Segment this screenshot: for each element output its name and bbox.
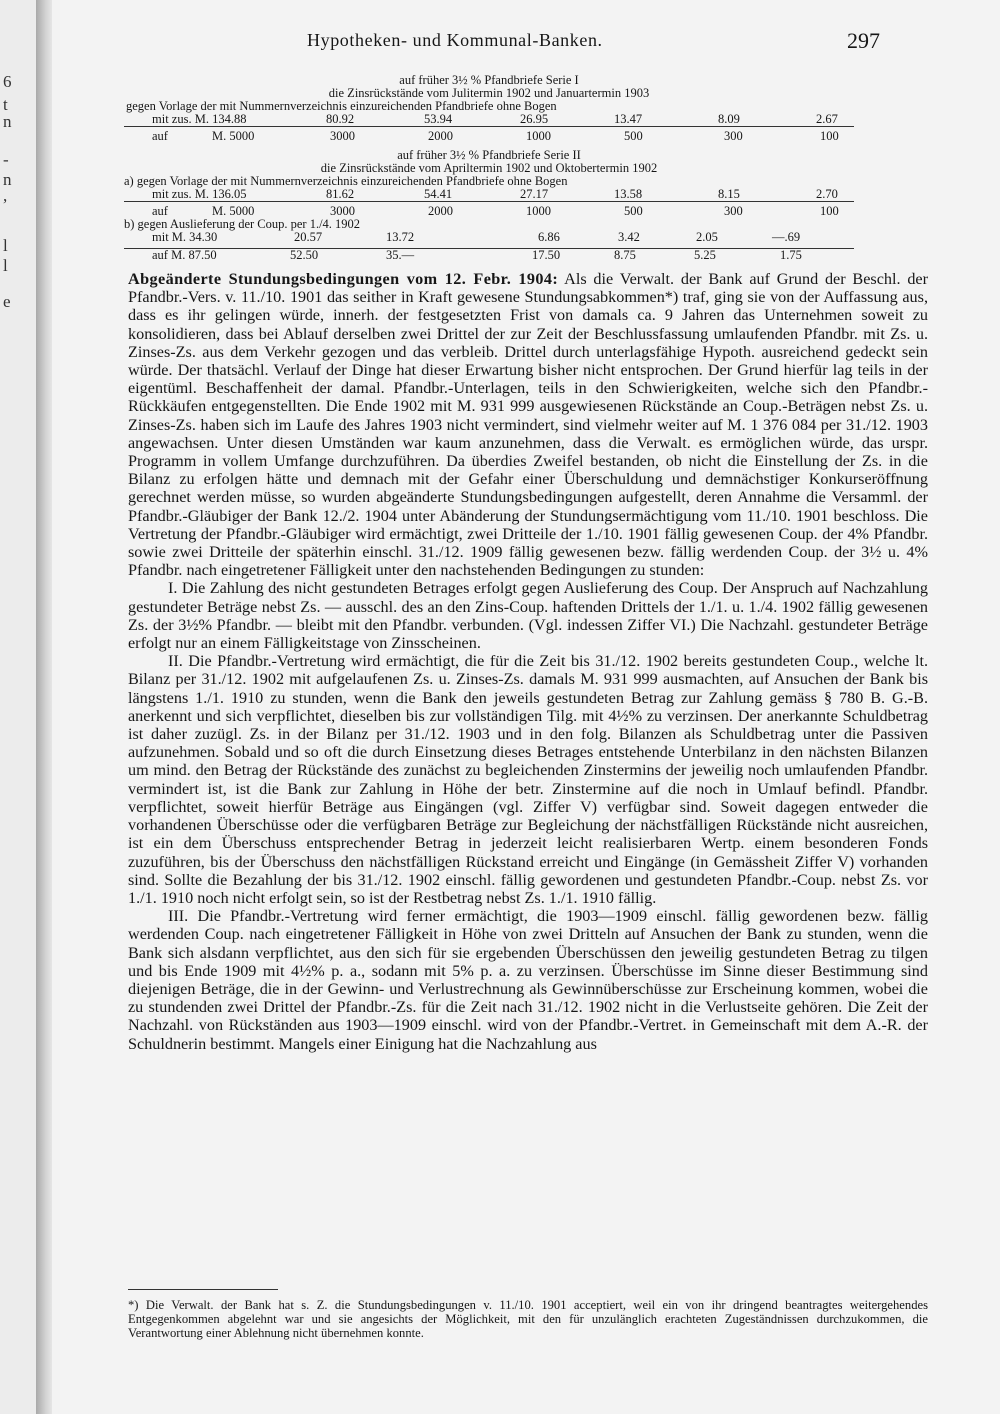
table-cell: 17.50 xyxy=(532,248,561,262)
table-cell: 500 xyxy=(624,204,643,218)
table-cell: 2.67 xyxy=(816,112,838,126)
table-cell: 20.57 xyxy=(294,230,323,244)
table-cell: auf xyxy=(152,129,168,143)
table-cell: 52.50 xyxy=(290,248,319,262)
table-cell: mit zus. M. 136.05 xyxy=(152,187,247,201)
footnote: *) Die Verwalt. der Bank hat s. Z. die Stundungsbedingungen v. 11./10. 1901 acceptiert, weil ein von ihr dringend beantragtes weitergehendes Entgegenkommen abgelehnt war und sie angesichts der Möglichkeit, mit den für unzulänglich erachteten Zugeständnissen durchzukommen, die Verantwortung einer Ablehnung nicht übernehmen konnte. xyxy=(128,1298,928,1340)
table-cell: 3000 xyxy=(330,129,355,143)
paragraph: I. Die Zahlung des nicht gestundeten Betrages erfolgt gegen Auslieferung des Coup. Der Anspruch auf Nachzahlung gestundeter Beträge nebst Zs. — ausschl. des an den Zins-Coup. haftenden Drittels der 1./1. u. 1./4. 1902 fällig gewesenen Zs. der 3½% Pfandbr. — bleibt mit den Pfandbr. verbunden. (Vgl. indessen Ziffer VI.) Die Nachzahl. gestundeter Beträge erfolgt nur an einem Fälligkeitstage von Zinsscheinen. xyxy=(128,579,928,653)
table-caption: auf früher 3½ % Pfandbriefe Serie I xyxy=(399,73,579,87)
table-cell: 5.25 xyxy=(694,248,716,262)
table-cell: 2.05 xyxy=(696,230,718,244)
paragraph-text: Als die Verwalt. der Bank auf Grund der Beschl. der Pfandbr.-Vers. v. 11./10. 1901 das seither in Kraft gewesene Stundungsabkommen*) traf, ging sie von der Auffassung aus, dass es ihr gelingen würde, innerh. der festgesetzten Frist von damals ca. 9 Jahren das Unternehmen soweit zu konsolidieren, dass bei Ablauf derselben zwei Drittel der zur Zeit der Beschlussfassung umlaufenden Pfandbr. mit Zs. u. Zinses-Zs. aus dem Verkehr gezogen und das verbleib. Drittel durch unterlagsfähige Hypoth. ausreichend gedeckt sein würde. Der thatsächl. Verlauf der Dinge hat dieser Erwartung bisher nicht entsprochen. Der Grund hierfür lag teils in der eigentüml. Beschaffenheit der damal. Pfandbr.-Unterlagen, teils in den Schwierigkeiten, welche sich den Pfandbr.-Rückkäufen entgegenstellten. Die Ende 1902 mit M. 931 999 ausgewiesenen Rückstände an Coup.-Beträgen nebst Zs. u. Zinses-Zs. haben sich im Laufe des Jahres 1903 nicht vermindert, sind vielmehr weiter auf M. 1 376 084 per 31./12. 1903 angewachsen. Unter diesen Umständen war kaum anzunehmen, dass die Verwalt. es ermöglichen würde, das urspr. Programm in vollem Umfange durchzuführen. Da überdies Zweifel bestanden, ob nicht die Einstellung der Zs. in die Bilanz zu erfolgen hätte und demnach mit der Gefahr einer Überschuldung und demnächstiger Konkurseröffnung gerechnet werden müsse, so wurden abgeänderte Stundungsbedingungen aufgestellt, deren Annahme die Versamml. der Pfandbr.-Gläubiger der Bank 12./2. 1904 unter Abänderung der Stundungsermächtigung vom 11./10. 1901 beschloss. Die Vertretung der Pfandbr.-Gläubiger wird ermächtigt, zwei Dritteile der 1./10. 1901 fällig gewesenen Coup. der 4% Pfandbr. sowie zwei Dritteile der späterhin einschl. 31./12. 1909 fällig gewesenen bezw. fällig werdenden Coup. der 3½ u. 4% Pfandbr. nach eingetretener Fälligkeit unter den nachstehenden Bedingungen zu stunden: xyxy=(128,270,929,580)
table-cell: 3.42 xyxy=(618,230,640,244)
table-cell: 8.75 xyxy=(614,248,636,262)
paragraph: II. Die Pfandbr.-Vertretung wird ermächtigt, die für die Zeit bis 31./12. 1902 bereits gestundeten Coup., welche lt. Bilanz per 31./12. 1902 mit aufgelaufenen Zs. u. Zinses-Zs. damals M. 931 999 ausmachten, auf Ansuchen der Bank bis längstens 1./1. 1910 zu stunden, wenn die Bank den jeweils gestundeten Betrag zur Zahlung gemäss § 780 B. G.-B. anerkennt und sich verpflichtet, dieselben bis zur vollständigen Tilg. mit 4½% zu verzinsen. Der anerkannte Schuldbetrag ist daher zuzügl. Zs. in der Bilanz per 31./12. 1903 und in den folg. Bilanzen als Schuldbetrag unter die Passiven aufzunehmen. Sobald und so oft die durch Einsetzung dieses Betrages entstehende Unterbilanz in den nächsten Bilanzen um mind. den Betrag der Rückstände des zunächst zu begleichenden Zinstermins der jeweilig noch umlaufenden Pfandbr. vermindert ist, ist die Bank zur Zahlung in Höhe der betr. Zinstermine auf die noch in Umlauf befindl. Pfandbr. verpflichtet, soweit hierfür Beträge aus Eingängen (vgl. Ziffer V) verfügbar sind. Soweit dagegen entweder die vorhandenen Überschüsse oder die verfügbaren Beträge zur Begleichung der nächstfälligen Rückstände nicht ausreichen, ist ein dem Überschuss entsprechender Betrag in jederzeit leicht realisierbaren Wertp. einem besonderen Fonds zuzuführen, bis der Überschuss den nächstfälligen Rückstand erreicht und Eingänge (in Gemässheit Ziffer V) vorhanden sind. Sollte die Bezahlung der bis 31./12. 1902 einschl. fällig gewordenen und gestundeten Pfandbr.-Coup. nebst Zs. vor 1./1. 1910 noch nicht erfolgt sein, so ist der Restbetrag nebst Zs. 1./1. 1910 fällig. xyxy=(128,652,928,907)
table-cell: 35.— xyxy=(386,248,415,262)
table-cell: 2000 xyxy=(428,129,453,143)
table-cell: 54.41 xyxy=(424,187,453,201)
gutter-mark: t xyxy=(3,95,8,114)
paragraph: III. Die Pfandbr.-Vertretung wird ferner ermächtigt, die 1903—1909 einschl. fällig gewordenen bezw. fällig werdenden Coup. nach eingetretener Fälligkeit in Höhe von zwei Dritteln auf Ansuchen der Bank zu stunden, wenn die Bank sich alsdann verpflichtet, aus den sich für sie ergebenden Überschüssen den jeweilig gestundeten Betrag zu tilgen und bis Ende 1909 mit 4½% p. a., sodann mit 5% p. a. zu verzinsen. Überschüsse im Sinne dieser Bestimmung sind diejenigen Beträge, die in der Gewinn- und Verlustrechnung als Gewinnüberschüsse zur Erscheinung kommen, wobei die zu stundenden zwei Drittel der Pfandbr.-Zs. für die Zeit nach 31./12. 1902 nicht in die Verlustseite gehören. Die Zeit der Nachzahl. von Rückständen aus 1903—1909 einschl. wird von der Pfandbr.-Vertret. in Gemeinschaft mit dem A.-R. der Schuldnerin bestimmt. Mangels einer Einigung hat die Nachzahlung aus xyxy=(128,907,928,1053)
table-cell: 80.92 xyxy=(326,112,355,126)
table-cell: 26.95 xyxy=(520,112,549,126)
table-caption: die Zinsrückstände vom Apriltermin 1902 und Oktobertermin 1902 xyxy=(320,161,658,175)
table-cell: —.69 xyxy=(772,230,801,244)
table-caption: gegen Vorlage der mit Nummernverzeichnis einzureichenden Pfandbriefe ohne Bogen xyxy=(126,99,557,113)
table-cell: 300 xyxy=(724,204,743,218)
paragraph xyxy=(128,270,928,579)
gutter-mark: n xyxy=(3,170,12,189)
table-cell: 100 xyxy=(820,129,839,143)
table-cell: 8.15 xyxy=(718,187,740,201)
table-cell: 13.72 xyxy=(386,230,415,244)
page-number: 297 xyxy=(847,28,880,53)
gutter-mark: e xyxy=(3,292,11,311)
table-cell: M. 5000 xyxy=(212,204,255,218)
section-heading: Abgeänderte Stundungsbedingungen vom 12. Febr. 1904: xyxy=(128,270,559,288)
table-caption: b) gegen Auslieferung der Coup. per 1./4. 1902 xyxy=(124,217,361,231)
table-cell: mit M. 34.30 xyxy=(152,230,218,244)
table-cell: 1.75 xyxy=(780,248,802,262)
table-row xyxy=(124,188,854,202)
table-cell: auf M. 87.50 xyxy=(152,248,217,262)
table-cell: 100 xyxy=(820,204,839,218)
gutter-mark: l xyxy=(3,236,8,255)
table-cell: mit zus. M. 134.88 xyxy=(152,112,247,126)
body-text xyxy=(128,270,928,1053)
table-row xyxy=(124,130,854,143)
table-row xyxy=(124,113,854,127)
table-row xyxy=(124,205,854,218)
table-cell: 3000 xyxy=(330,204,355,218)
table-cell: 13.58 xyxy=(614,187,643,201)
table-cell: 6.86 xyxy=(538,230,560,244)
table-cell: M. 5000 xyxy=(212,129,255,143)
gutter-mark: - xyxy=(3,150,9,169)
table-caption: auf früher 3½ % Pfandbriefe Serie II xyxy=(397,148,581,162)
footnote-rule xyxy=(128,1289,278,1290)
table-cell: 27.17 xyxy=(520,187,549,201)
coupon-tables xyxy=(124,74,854,262)
book-binding xyxy=(36,0,52,1414)
table-row xyxy=(124,231,854,244)
running-title: Hypotheken- und Kommunal-Banken. xyxy=(307,30,603,50)
previous-page-gutter xyxy=(0,0,36,1414)
table-cell: 2.70 xyxy=(816,187,838,201)
table-cell: 53.94 xyxy=(424,112,453,126)
running-header xyxy=(52,30,1000,54)
table-cell: 8.09 xyxy=(718,112,740,126)
gutter-mark: 6 xyxy=(3,72,12,91)
table-caption: die Zinsrückstände vom Julitermin 1902 und Januartermin 1903 xyxy=(328,86,650,100)
table-cell: 13.47 xyxy=(614,112,643,126)
table-cell: 1000 xyxy=(526,129,551,143)
table-cell: 500 xyxy=(624,129,643,143)
table-cell: 300 xyxy=(724,129,743,143)
table-cell: 81.62 xyxy=(326,187,355,201)
gutter-mark: , xyxy=(3,186,8,205)
table-cell: 2000 xyxy=(428,204,453,218)
table-cell: auf xyxy=(152,204,168,218)
book-page xyxy=(52,0,1000,1414)
table-cell: 1000 xyxy=(526,204,551,218)
gutter-mark: n xyxy=(3,112,12,131)
table-caption: a) gegen Vorlage der mit Nummernverzeichnis einzureichenden Pfandbriefe ohne Bogen xyxy=(124,174,568,188)
table-row xyxy=(124,248,854,262)
gutter-mark: l xyxy=(3,256,8,275)
